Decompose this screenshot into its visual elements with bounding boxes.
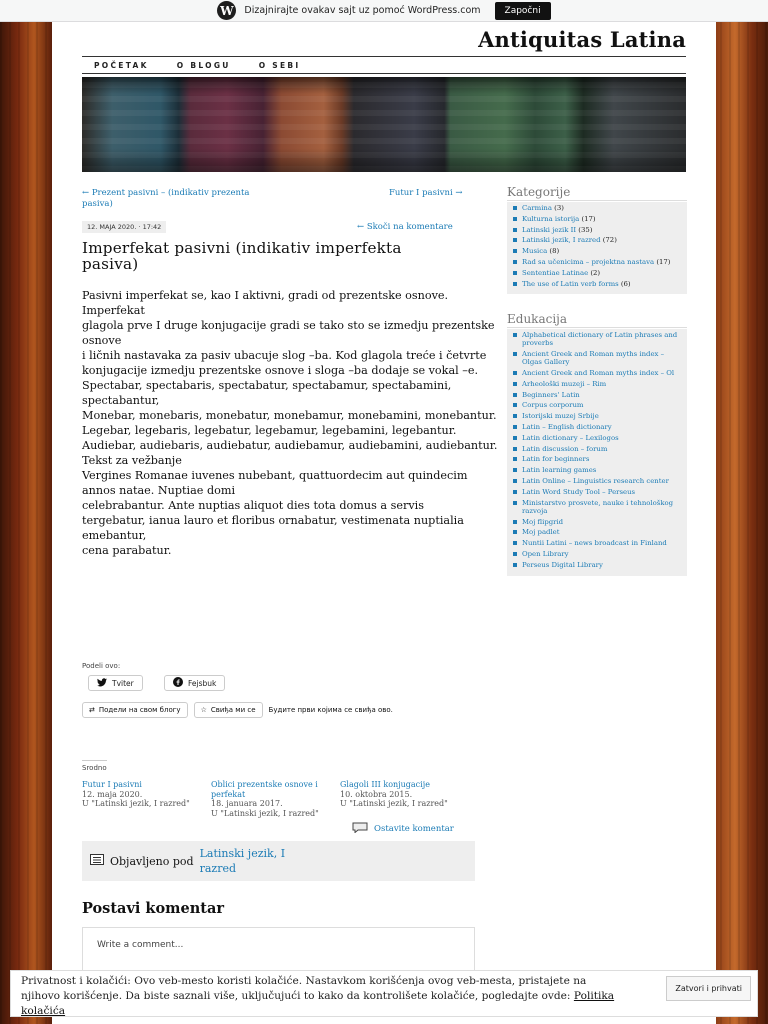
comment-form-title: Postavi komentar bbox=[82, 900, 224, 917]
education-link[interactable]: Nuntii Latini – news broadcast in Finland bbox=[522, 539, 667, 548]
related-post-category: U "Latinski jezik, I razred" bbox=[211, 808, 319, 818]
cookie-text: Privatnost i kolačići: Ovo veb-mesto koristi kolačiće. Nastavkom korišćenja ovog veb-mesta, pristajete na njihovo korišćenje. Da biste saznali više, uključujući to kako da kontrolišete kolačiće, pogledajte ovde: bbox=[21, 975, 587, 1002]
education-item bbox=[511, 331, 683, 347]
post-content bbox=[82, 288, 502, 558]
education-link[interactable]: Latin – English dictionary bbox=[522, 422, 612, 431]
education-widget bbox=[507, 329, 687, 576]
post-paragraph: cena parabatur. bbox=[82, 544, 172, 557]
category-item bbox=[511, 247, 683, 255]
education-link[interactable]: Moj padlet bbox=[522, 528, 560, 537]
education-item bbox=[511, 412, 683, 420]
category-item bbox=[511, 269, 683, 277]
reblog-button[interactable] bbox=[82, 702, 188, 718]
category-link[interactable]: Kulturna istorija bbox=[522, 214, 580, 223]
share-twitter-label: Tviter bbox=[112, 678, 134, 688]
twitter-icon bbox=[97, 678, 107, 689]
category-item bbox=[511, 204, 683, 212]
education-item bbox=[511, 466, 683, 474]
category-item bbox=[511, 280, 683, 288]
comment-placeholder: Write a comment... bbox=[97, 940, 184, 950]
related-post-title[interactable]: Oblici prezentske osnove i perfekat bbox=[211, 780, 318, 799]
share-label: Podeli ovo: bbox=[82, 662, 121, 670]
education-link[interactable]: Latin Online – Linguistics research center bbox=[522, 476, 669, 485]
education-item bbox=[511, 550, 683, 558]
education-link[interactable]: Latin learning games bbox=[522, 466, 597, 475]
categories-widget-title: Kategorije bbox=[507, 185, 687, 201]
education-item bbox=[511, 423, 683, 431]
post-paragraph: tergebatur, ianua lauro et floribus ornabatur, vestimenata nuptialia emebantur, bbox=[82, 514, 464, 542]
education-item bbox=[511, 455, 683, 463]
category-item bbox=[511, 258, 683, 266]
education-item bbox=[511, 499, 683, 515]
nav-item-about-blog[interactable]: O BLOGU bbox=[176, 60, 231, 70]
reblog-label: Подели на свом блогу bbox=[98, 706, 181, 714]
leave-comment-label: Ostavite komentar bbox=[374, 824, 454, 834]
cookie-policy-link[interactable]: Politika kolačića bbox=[21, 990, 615, 1017]
education-item bbox=[511, 434, 683, 442]
education-link[interactable]: Corpus corporum bbox=[522, 401, 584, 410]
nav-item-about-me[interactable]: O SEBI bbox=[258, 60, 301, 70]
education-item bbox=[511, 380, 683, 388]
category-count: (72) bbox=[600, 236, 617, 245]
education-link[interactable]: Arheološki muzeji – Rim bbox=[522, 379, 607, 388]
education-link-list bbox=[511, 331, 683, 569]
reblog-icon: ⇄ bbox=[89, 706, 95, 714]
education-item bbox=[511, 401, 683, 409]
education-link[interactable]: Beginners' Latin bbox=[522, 390, 580, 399]
education-link[interactable]: Moj flipgrid bbox=[522, 517, 564, 526]
post-paragraph: celebrabantur. Ante nuptias aliquot dies tota domus a servis bbox=[82, 499, 424, 512]
share-facebook-label: Fejsbuk bbox=[188, 678, 217, 688]
related-post-date: 18. januara 2017. bbox=[211, 799, 283, 808]
related-posts-label: Srodno bbox=[82, 760, 107, 772]
like-button[interactable] bbox=[194, 702, 263, 718]
education-link[interactable]: Istorijski muzej Srbije bbox=[522, 412, 599, 421]
category-count: (2) bbox=[588, 268, 601, 277]
post-category-footer bbox=[82, 841, 475, 881]
posted-in-label: Objavljeno pod bbox=[110, 854, 194, 868]
education-link[interactable]: Latin discussion – forum bbox=[522, 444, 608, 453]
category-count: (17) bbox=[579, 214, 596, 223]
nav-item-home[interactable]: POČETAK bbox=[94, 60, 149, 70]
related-post-category: U "Latinski jezik, I razred" bbox=[82, 799, 190, 808]
next-post-link[interactable]: Futur I pasivni → bbox=[389, 188, 463, 198]
share-facebook-button[interactable] bbox=[164, 675, 225, 691]
wordpress-promo-bar bbox=[0, 0, 768, 22]
folder-icon bbox=[90, 854, 104, 869]
category-count: (3) bbox=[551, 204, 564, 212]
previous-post-link[interactable]: ← Prezent pasivni – (indikativ prezenta pasiva) bbox=[82, 188, 250, 209]
education-link[interactable]: Ministarstvo prosvete, nauke i tehnološkog razvoja bbox=[522, 498, 674, 515]
education-link[interactable]: Ancient Greek and Roman myths index – Olgas Gallery bbox=[522, 350, 665, 367]
post-paragraph: Legebar, legebaris, legebatur, legebamur, legebamini, legebantur. bbox=[82, 424, 457, 437]
like-first-text: Будите први којима се свиђа ово. bbox=[268, 706, 393, 714]
education-item bbox=[511, 350, 683, 366]
category-count: (8) bbox=[547, 247, 560, 256]
like-row bbox=[82, 702, 393, 718]
education-link[interactable]: Latin dictionary – Lexilogos bbox=[522, 433, 619, 442]
related-post-title[interactable]: Glagoli III konjugacije bbox=[340, 780, 430, 789]
category-link[interactable]: Musica bbox=[522, 247, 548, 256]
education-item bbox=[511, 561, 683, 569]
category-link[interactable]: Sententiae Latinae bbox=[522, 268, 589, 277]
accept-cookies-button[interactable]: Zatvori i prihvati bbox=[666, 976, 751, 1001]
wordpress-logo-icon: W bbox=[217, 1, 236, 20]
facebook-icon bbox=[173, 677, 183, 689]
share-twitter-button[interactable] bbox=[88, 675, 143, 691]
post-paragraph: Tekst za vežbanje bbox=[82, 454, 182, 467]
category-link[interactable]: Rad sa učenicima – projektna nastava bbox=[522, 257, 655, 266]
related-post bbox=[211, 780, 329, 818]
main-navigation bbox=[82, 56, 686, 74]
leave-comment-link[interactable] bbox=[352, 822, 454, 836]
post-paragraph: konjugacije izmedju prezentske osnove i sloga –ba dodaje se vokal –e. bbox=[82, 364, 479, 377]
category-link[interactable]: Carmina bbox=[522, 204, 552, 212]
post-paragraph: Spectabar, spectabaris, spectabatur, spectabamur, spectabamini, spectabantur, bbox=[82, 379, 452, 407]
post-title: Imperfekat pasivni (indikativ imperfekta pasiva) bbox=[82, 239, 402, 273]
category-link[interactable]: The use of Latin verb forms bbox=[522, 279, 619, 288]
education-widget-title: Edukacija bbox=[507, 312, 687, 328]
category-list bbox=[511, 204, 683, 288]
education-item bbox=[511, 369, 683, 377]
star-icon: ☆ bbox=[200, 706, 207, 714]
education-item bbox=[511, 488, 683, 496]
header-image bbox=[82, 77, 686, 172]
related-post bbox=[82, 780, 200, 809]
education-link[interactable]: Alphabetical dictionary of Latin phrases and proverbs bbox=[522, 331, 678, 348]
education-item bbox=[511, 477, 683, 485]
education-item bbox=[511, 528, 683, 536]
get-started-button[interactable]: Započni bbox=[495, 2, 551, 20]
skip-to-comments-link[interactable]: ← Skoči na komentare bbox=[357, 222, 453, 232]
category-link[interactable]: Latinski jezik, I razred bbox=[199, 847, 286, 875]
post-paragraph: Pasivni imperfekat se, kao I aktivni, gradi od prezentske osnove. Imperfekat bbox=[82, 289, 449, 317]
category-item bbox=[511, 226, 683, 234]
post-paragraph: Vergines Romanae iuvenes nubebant, quattuordecim aut quindecim annos natae. Nuptiae domi bbox=[82, 469, 468, 497]
education-link[interactable]: Latin for beginners bbox=[522, 455, 590, 464]
education-link[interactable]: Latin Word Study Tool – Perseus bbox=[522, 487, 636, 496]
related-post-date: 10. oktobra 2015. bbox=[340, 789, 413, 799]
related-post-date: 12. maja 2020. bbox=[82, 789, 143, 799]
category-link[interactable]: Latinski jezik II bbox=[522, 225, 577, 234]
related-post-category: U "Latinski jezik, I razred" bbox=[340, 799, 448, 808]
education-link[interactable]: Ancient Greek and Roman myths index – Ol bbox=[522, 369, 675, 377]
like-label: Свиђа ми се bbox=[210, 706, 256, 714]
category-count: (35) bbox=[576, 225, 593, 234]
education-item bbox=[511, 539, 683, 547]
category-link[interactable]: Latinski jezik, I razred bbox=[522, 236, 601, 245]
post-paragraph: Monebar, monebaris, monebatur, monebamur, monebamini, monebantur. bbox=[82, 409, 497, 422]
categories-widget bbox=[507, 202, 687, 294]
education-link[interactable]: Perseus Digital Library bbox=[522, 560, 603, 569]
education-item bbox=[511, 518, 683, 526]
education-item bbox=[511, 445, 683, 453]
related-post bbox=[340, 780, 458, 809]
cookie-notice bbox=[10, 970, 758, 1017]
category-item bbox=[511, 236, 683, 244]
education-link[interactable]: Open Library bbox=[522, 549, 569, 558]
blog-page bbox=[52, 22, 716, 1024]
post-paragraph: glagola prve I druge konjugacije gradi se tako sto se izmedju prezentske osnove bbox=[82, 319, 495, 347]
post-paragraph: i ličnih nastavaka za pasiv ubacuje slog –ba. Kod glagola treće i četvrte bbox=[82, 349, 487, 362]
category-count: (6) bbox=[618, 279, 631, 288]
promo-text: Dizajnirajte ovakav sajt uz pomoć WordPress.com bbox=[244, 5, 481, 16]
post-paragraph: Audiebar, audiebaris, audiebatur, audiebamur, audiebamini, audiebantur. bbox=[82, 439, 498, 452]
post-date: 12. MAJA 2020. · 17:42 bbox=[82, 221, 166, 233]
category-count: (17) bbox=[654, 257, 671, 266]
category-item bbox=[511, 215, 683, 223]
related-post-title[interactable]: Futur I pasivni bbox=[82, 780, 142, 789]
education-item bbox=[511, 391, 683, 399]
site-title[interactable]: Antiquitas Latina bbox=[478, 27, 686, 52]
comment-bubble-icon bbox=[352, 822, 368, 836]
